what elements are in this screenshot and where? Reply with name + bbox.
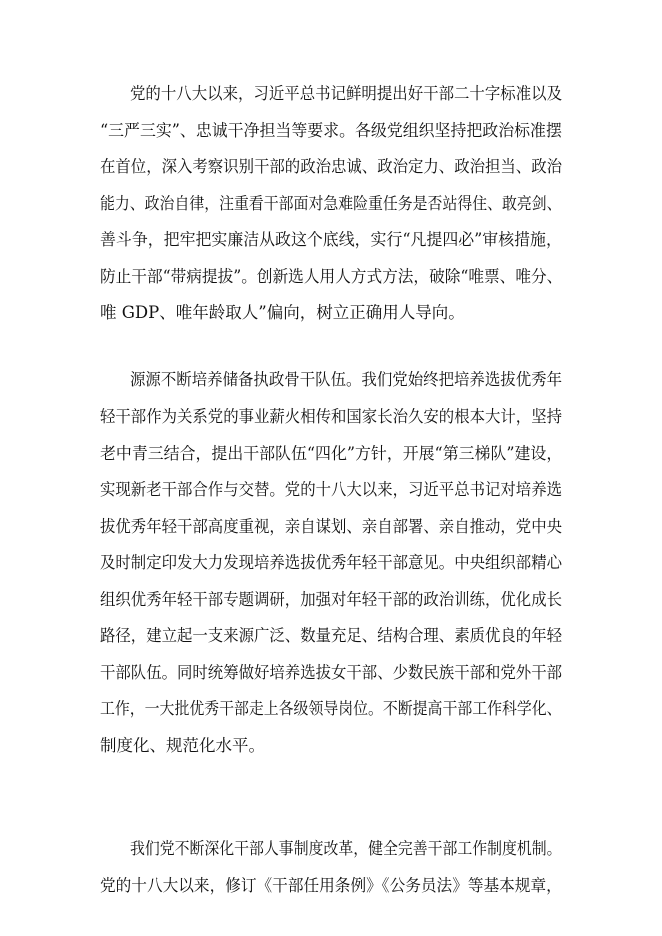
- paragraph-line: 老中青三结合，提出干部队伍“四化”方针，开展“第三梯队”建设，: [100, 444, 563, 463]
- paragraph-line: 干部队伍。同时统筹做好培养选拔女干部、少数民族干部和党外干部: [100, 663, 562, 682]
- paragraph-line: 组织优秀年轻干部专题调研，加强对年轻干部的政治训练，优化成长: [100, 590, 562, 609]
- paragraph-line: 路径，建立起一支来源广泛、数量充足、结构合理、素质优良的年轻: [100, 626, 562, 645]
- paragraph-line: 制度化、规范化水平。: [100, 736, 265, 755]
- paragraph-line: 唯 GDP、唯年龄取人”偏向，树立正确用人导向。: [100, 303, 465, 322]
- paragraph-line: 及时制定印发大力发现培养选拔优秀年轻干部意见。中央组织部精心: [100, 553, 562, 572]
- paragraph-line: 在首位，深入考察识别干部的政治忠诚、政治定力、政治担当、政治: [100, 157, 562, 176]
- paragraph-line: 党的十八大以来，习近平总书记鲜明提出好干部二十字标准以及: [130, 84, 562, 103]
- paragraph-line: 拔优秀年轻干部高度重视，亲自谋划、亲自部署、亲自推动，党中央: [100, 517, 562, 536]
- paragraph-line: 能力、政治自律，注重看干部面对急难险重任务是否站得住、敢亮剑、: [100, 194, 562, 213]
- paragraph-line: 党的十八大以来，修订《干部任用条例》《公务员法》等基本规章，: [100, 876, 562, 895]
- paragraph-line: 轻干部作为关系党的事业薪火相传和国家长治久安的根本大计，坚持: [100, 407, 562, 426]
- paragraph-line: 防止干部“带病提拔”。创新选人用人方式方法，破除“唯票、唯分、: [100, 267, 563, 286]
- paragraph-line: “三严三实”、忠诚干净担当等要求。各级党组织坚持把政治标准摆: [100, 121, 562, 140]
- paragraph-line: 实现新老干部合作与交替。党的十八大以来，习近平总书记对培养选: [100, 480, 562, 499]
- paragraph-line: 工作，一大批优秀干部走上各级领导岗位。不断提高干部工作科学化、: [100, 699, 562, 718]
- paragraph-line: 我们党不断深化干部人事制度改革，健全完善干部工作制度机制。: [130, 839, 562, 858]
- paragraph-line: 善斗争，把牢把实廉洁从政这个底线，实行“凡提四必”审核措施，: [100, 230, 562, 249]
- paragraph-line: 源源不断培养储备执政骨干队伍。我们党始终把培养选拔优秀年: [130, 370, 562, 389]
